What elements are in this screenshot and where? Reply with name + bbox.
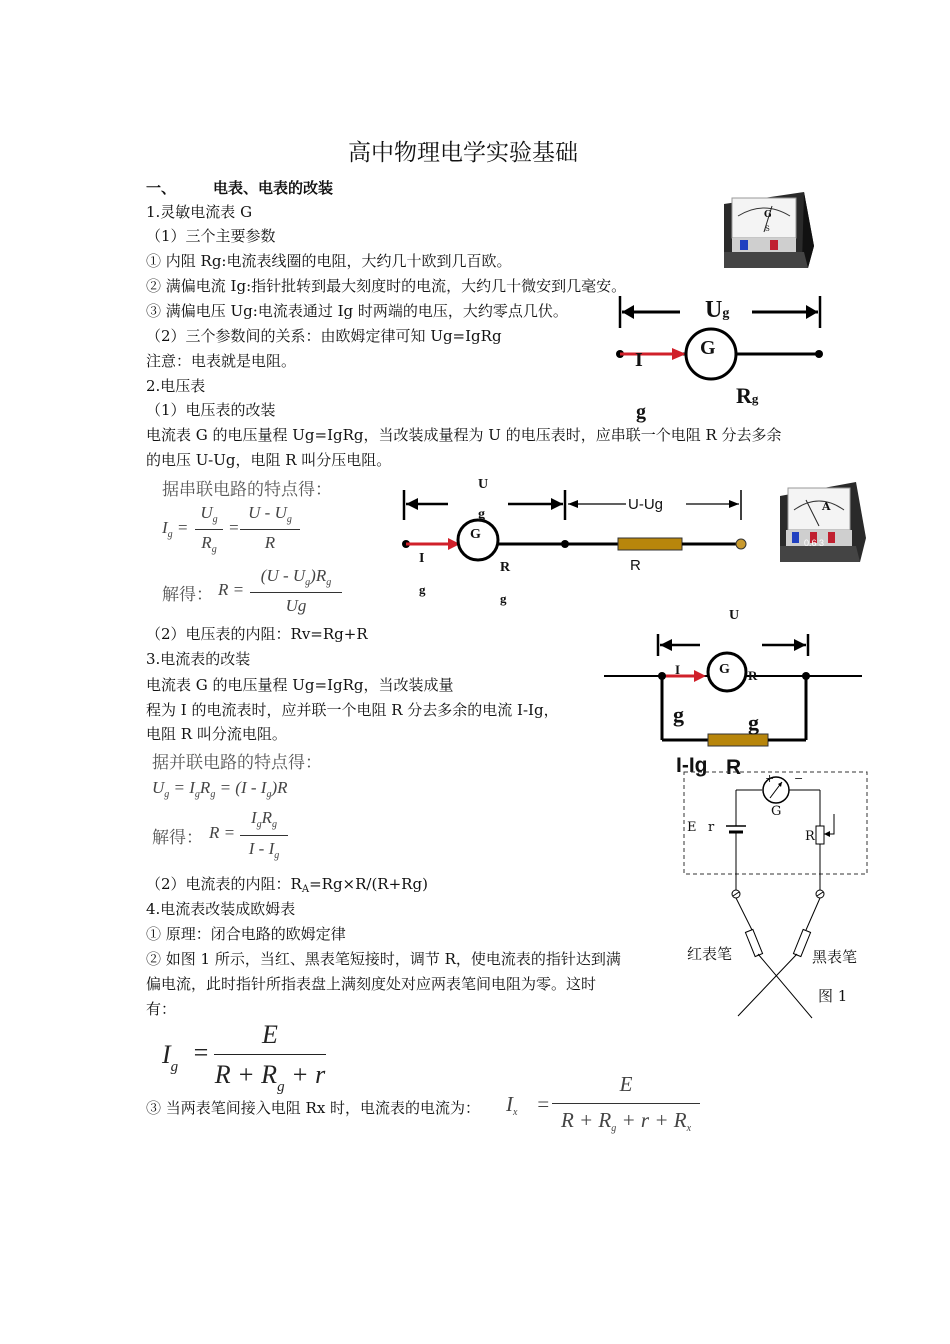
ammeter-text-1: 电流表 G 的电压量程 Ug=IgRg，当改装成量 [146, 676, 454, 694]
label-fig-plus: + [765, 772, 775, 785]
formula-ig-series: $I_g$ = [162, 518, 189, 540]
param-ig: ② 满偏电流 Ig:指针批转到最大刻度时的电流，大约几十微安到几毫安。 [146, 277, 627, 295]
ammeter-text-2: 程为 I 的电流表时，应并联一个电阻 R 分去多余的电流 I-Ig， [146, 701, 559, 719]
label-red-probe: 红表笔 [687, 945, 733, 963]
label-v-rg: R [500, 560, 511, 575]
ammeter-circuit-diagram [600, 630, 870, 750]
label-u-minus-ug: U-Ug [628, 496, 664, 513]
heading-ammeter: 3.电流表的改装 [146, 650, 251, 668]
voltmeter-circuit-diagram [398, 486, 758, 566]
note: 注意：电表就是电阻。 [146, 352, 297, 370]
label-g-circle: G [700, 337, 716, 359]
solve-label-2: 解得： [152, 828, 203, 848]
ohmmeter-principle: ① 原理：闭合电路的欧姆定律 [146, 925, 346, 943]
label-fig-r-internal: r [708, 820, 715, 835]
meter-a-label: A [822, 500, 831, 513]
galvanometer-meter-image [720, 186, 820, 270]
ammeter-internal-r: （2）电流表的内阻：$R_A=Rg\times R/(R+Rg)$ [146, 875, 428, 895]
section-heading: 电表、电表的改装 [213, 179, 334, 197]
ammeter-meter-image [776, 478, 870, 564]
label-black-probe: 黑表笔 [812, 948, 858, 966]
label-fig-e: E [687, 820, 697, 835]
page-title: 高中物理电学实验基础 [348, 140, 578, 166]
ammeter-text-3: 电阻 R 叫分流电阻。 [146, 725, 287, 743]
ohmmeter-text-3: 有： [146, 1000, 177, 1018]
solve-label-1: 解得： [162, 585, 213, 605]
voltmeter-internal-r: （2）电压表的内阻：Rv=Rg+R [146, 625, 368, 643]
frac-u-minus-ug: U - $U_g$ [248, 503, 292, 525]
label-i: I [635, 349, 643, 371]
label-v-g: G [470, 527, 481, 542]
label-a-u: U [729, 608, 740, 623]
label-ug: Ug [705, 297, 730, 323]
param-relation: （2）三个参数间的关系：由欧姆定律可知 Ug=IgRg [146, 327, 502, 345]
section-number: 一、 [146, 179, 177, 197]
meter-g-label: G [764, 210, 772, 220]
series-intro: 据串联电路的特点得： [162, 480, 332, 500]
label-fig-r: R [805, 829, 815, 844]
label-a-r: R [748, 668, 758, 683]
heading-ohmmeter: 4.电流表改装成欧姆表 [146, 900, 296, 918]
label-i-minus-ig: I-Ig [676, 754, 708, 777]
heading-galvanometer: 1.灵敏电流表 G [146, 203, 253, 221]
param-rg: ① 内阻 Rg:电流表线圈的电阻，大约几十欧到几百欧。 [146, 252, 512, 270]
ohmmeter-text-2: 偏电流，此时指针所指表盘上满刻度处对应两表笔间电阻为零。这时 [146, 975, 597, 993]
meter-s-label: S [765, 225, 770, 233]
frac-parallel-r: $I_gR_g$ [250, 808, 278, 830]
label-v-ug: U [478, 477, 489, 492]
label-fig-g: G [771, 804, 782, 819]
label-a-g: G [719, 662, 730, 677]
label-v-rg-sub: g [500, 591, 507, 606]
subheading-voltmeter-mod: （1）电压表的改装 [146, 401, 276, 419]
formula-ix: $I_x$ [506, 1092, 518, 1118]
label-v-r: R [630, 557, 641, 574]
subheading-params: （1）三个主要参数 [146, 227, 276, 245]
label-a-i: I [675, 662, 681, 677]
label-v-i: I [419, 551, 425, 566]
label-v-i-sub: g [419, 582, 426, 597]
formula-ug-parallel: $U_g = I_gR_g = (I - I_g)R$ [152, 778, 288, 800]
formula-ig-ohm: $I_g$ [162, 1040, 179, 1075]
label-a-rg-sub: g [748, 710, 759, 735]
parallel-intro: 据并联电路的特点得： [152, 753, 322, 773]
label-v-ug-sub: g [478, 507, 485, 522]
meter-scale-label: 0.6 3 [804, 538, 825, 548]
frac-ug: $U_g$ [200, 503, 218, 525]
label-i-sub-g: g [636, 401, 646, 423]
label-fig-minus: − [794, 772, 804, 785]
ohmmeter-rx-text: ③ 当两表笔间接入电阻 Rx 时，电流表的电流为： [146, 1099, 481, 1117]
voltmeter-text-2: 的电压 U-Ug，电阻 R 叫分压电阻。 [146, 451, 392, 469]
param-ug: ③ 满偏电压 Ug:电流表通过 Ig 时两端的电压，大约零点几伏。 [146, 302, 568, 320]
frac-series-r: $(U - U_g)R_g$ [260, 566, 332, 588]
ohmmeter-text-1: ② 如图 1 所示，当红、黑表笔短接时，调节 R，使电流表的指针达到满 [146, 950, 621, 968]
voltmeter-text-1: 电流表 G 的电压量程 Ug=IgRg，当改装成量程为 U 的电压表时，应串联一个电阻 R 分去多余 [146, 426, 782, 444]
heading-voltmeter: 2.电压表 [146, 377, 206, 395]
label-a-ig-sub: g [673, 702, 684, 727]
figure-caption: 图 1 [818, 987, 848, 1005]
label-a-shunt-r: R [726, 756, 742, 779]
label-rg: Rg [736, 383, 759, 408]
